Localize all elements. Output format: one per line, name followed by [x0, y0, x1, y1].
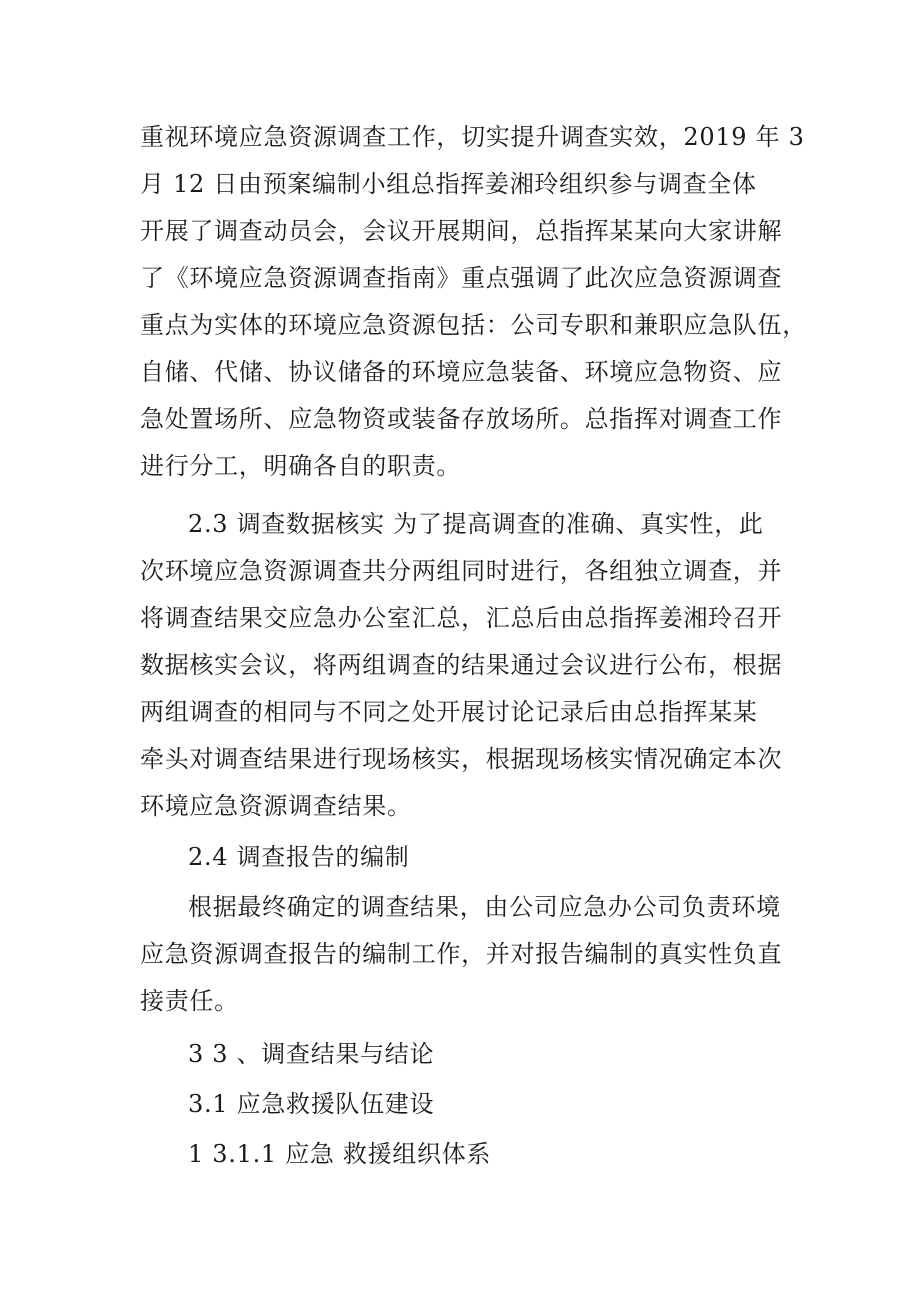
text-line: 接责任。: [140, 987, 239, 1015]
text-line: 次环境应急资源调查共分两组同时进行，各组独立调查，并: [140, 557, 783, 585]
text-line: 应急资源调查报告的编制工作，并对报告编制的真实性负直: [140, 940, 783, 968]
text-line: 重视环境应急资源调查工作，切实提升调查实效，2019 年 3: [140, 123, 805, 151]
text-line: 自储、代储、协议储备的环境应急装备、环境应急物资、应: [140, 358, 783, 386]
text-line: 数据核实会议，将两组调查的结果通过会议进行公布，根据: [140, 651, 783, 679]
text-line: 开展了调查动员会，会议开展期间，总指挥某某向大家讲解: [140, 217, 783, 245]
text-line: 根据最终确定的调查结果，由公司应急办公司负责环境: [188, 893, 781, 921]
text-line: 牵头对调查结果进行现场核实，根据现场核实情况确定本次: [140, 745, 783, 773]
text-line: 月 12 日由预案编制小组总指挥姜湘玲组织参与调查全体: [140, 170, 757, 198]
text-line: 将调查结果交应急办公室汇总，汇总后由总指挥姜湘玲召开: [140, 604, 783, 632]
text-line: 急处置场所、应急物资或装备存放场所。总指挥对调查工作: [140, 405, 783, 433]
section-3-1-1-heading: 1 3.1.1 应急 救援组织体系: [188, 1140, 492, 1168]
section-2-3-heading-line: 2.3 调查数据核实 为了提高调查的准确、真实性，此: [188, 510, 764, 538]
text-line: 环境应急资源调查结果。: [140, 792, 412, 820]
section-3-1-heading: 3.1 应急救援队伍建设: [188, 1090, 435, 1118]
section-3-heading: 3 3 、调查结果与结论: [188, 1040, 435, 1068]
text-line: 了《环境应急资源调查指南》重点强调了此次应急资源调查: [140, 264, 783, 292]
section-2-4-heading: 2.4 调查报告的编制: [188, 843, 410, 871]
text-line: 两组调查的相同与不同之处开展讨论记录后由总指挥某某: [140, 698, 758, 726]
text-line: 进行分工，明确各自的职责。: [140, 452, 462, 480]
text-line: 重点为实体的环境应急资源包括：公司专职和兼职应急队伍，: [140, 311, 807, 339]
